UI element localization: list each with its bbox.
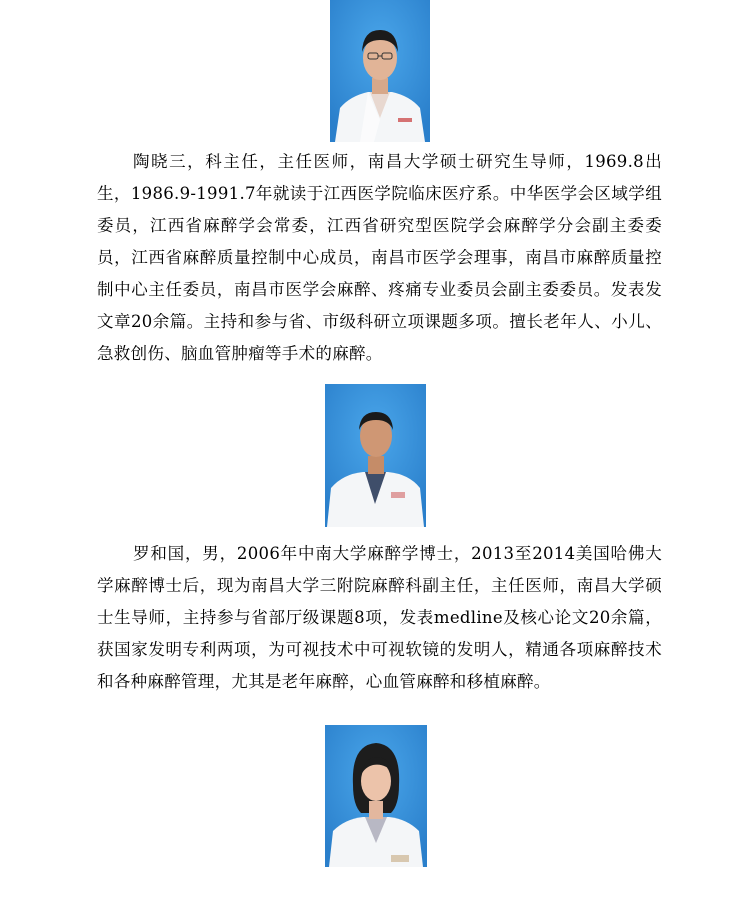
doctor-portrait-icon [325,725,427,867]
doctor-photo-2 [325,384,426,527]
doctor-portrait-icon [330,0,430,142]
doctor-photo-3 [325,725,427,867]
doctor-portrait-icon [325,384,426,527]
doctor-bio-1: 陶晓三，科主任，主任医师，南昌大学硕士研究生导师，1969.8出生，1986.9-1991.7年就读于江西医学院临床医疗系。中华医学会区域学组委员，江西省麻醉学会常委，江西省研究型医院学会麻醉学分会副主委委员，江西省麻醉质量控制中心成员，南昌市医学会理事，南昌市麻醉质量控制中心主任委员，南昌市医学会麻醉、疼痛专业委员会副主委委员。发表发文章20余篇。主持和参与省、市级科研立项课题多项。擅长老年人、小儿、急救创伤、脑血管肿瘤等手术的麻醉。 [97,152,662,363]
doctor-bio-2: 罗和国，男，2006年中南大学麻醉学博士，2013至2014美国哈佛大学麻醉博士后，现为南昌大学三附院麻醉科副主任，主任医师，南昌大学硕士生导师，主持参与省部厅级课题8项，发表medline及核心论文20余篇，获国家发明专利两项，为可视技术中可视软镜的发明人，精通各项麻醉技术和各种麻醉管理，尤其是老年麻醉，心血管麻醉和移植麻醉。 [97,544,662,691]
doctor-photo-1 [330,0,430,142]
